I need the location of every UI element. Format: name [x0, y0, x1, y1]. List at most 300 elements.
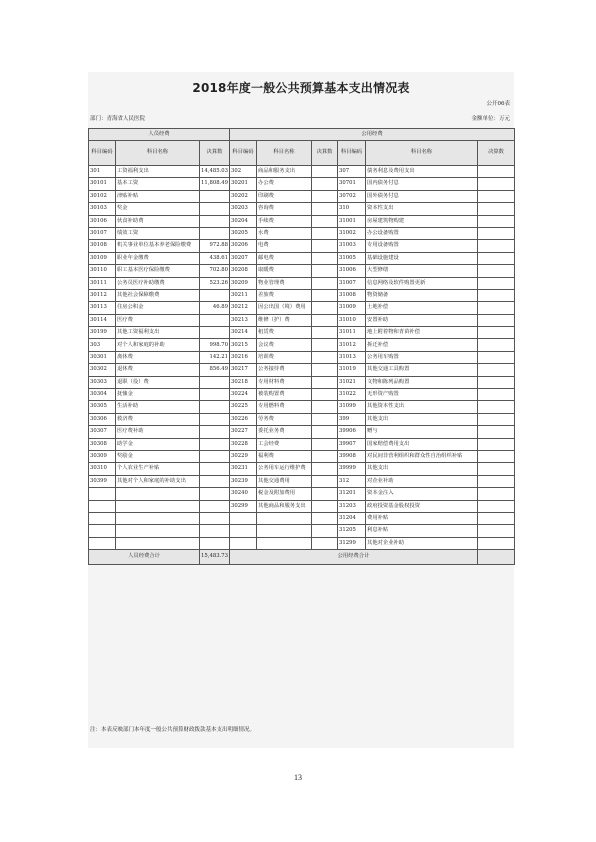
capital-amount-cell [478, 227, 515, 239]
personnel-code-cell: 30305 [89, 401, 116, 413]
capital-name-cell: 信息网络及软件购置更新 [366, 277, 478, 289]
capital-code-cell: 307 [338, 166, 366, 178]
table-note: 注：本表反映部门本年度一般公共预算财政拨款基本支出明细情况。 [90, 727, 256, 733]
table-row [89, 438, 515, 450]
personnel-code-cell: 30199 [89, 327, 116, 339]
personnel-code-cell: 30307 [89, 426, 116, 438]
goods-amount-cell [312, 512, 338, 524]
personnel-code-cell: 30309 [89, 450, 116, 462]
goods-code-cell: 30226 [230, 413, 257, 425]
table-row [89, 277, 515, 289]
goods-name-cell: 培训费 [257, 351, 312, 363]
section-personnel: 人员经费 [89, 129, 230, 141]
goods-name-cell: 专用燃料费 [257, 401, 312, 413]
goods-name-cell [257, 537, 312, 549]
personnel-name-cell [116, 525, 200, 537]
goods-amount-cell [312, 327, 338, 339]
goods-amount-cell [312, 450, 338, 462]
personnel-amount-cell [200, 376, 230, 388]
personnel-amount-cell: 856.49 [200, 364, 230, 376]
goods-amount-cell [312, 215, 338, 227]
capital-amount-cell [478, 376, 515, 388]
capital-code-cell: 31010 [338, 314, 366, 326]
capital-name-cell: 国内债务付息 [366, 178, 478, 190]
capital-amount-cell [478, 537, 515, 549]
personnel-name-cell [116, 512, 200, 524]
capital-code-cell: 31299 [338, 537, 366, 549]
goods-name-cell: 办公费 [257, 178, 312, 190]
personnel-name-cell: 工资福利支出 [116, 166, 200, 178]
personnel-code-cell [89, 537, 116, 549]
personnel-name-cell: 基本工资 [116, 178, 200, 190]
capital-code-cell: 31009 [338, 302, 366, 314]
goods-name-cell: 商品和服务支出 [257, 166, 312, 178]
capital-amount-cell [478, 525, 515, 537]
personnel-amount-cell [200, 314, 230, 326]
personnel-amount-cell [200, 500, 230, 512]
goods-amount-cell [312, 302, 338, 314]
personnel-amount-cell [200, 450, 230, 462]
personnel-name-cell: 助学金 [116, 438, 200, 450]
goods-amount-cell [312, 314, 338, 326]
personnel-code-cell [89, 512, 116, 524]
table-row [89, 227, 515, 239]
unit-label: 金额单位：万元 [471, 116, 510, 122]
capital-amount-cell [478, 512, 515, 524]
personnel-name-cell: 住房公积金 [116, 302, 200, 314]
goods-code-cell: 30212 [230, 302, 257, 314]
col-header-amount: 决算数 [478, 141, 515, 166]
goods-name-cell: 电费 [257, 240, 312, 252]
capital-amount-cell [478, 401, 515, 413]
personnel-total-label: 人员经费合计 [89, 550, 200, 565]
goods-name-cell [257, 512, 312, 524]
capital-name-cell: 文物和陈列品购置 [366, 376, 478, 388]
table-row [89, 475, 515, 487]
personnel-code-cell: 30308 [89, 438, 116, 450]
goods-code-cell: 30211 [230, 289, 257, 301]
goods-code-cell: 302 [230, 166, 257, 178]
personnel-code-cell: 30399 [89, 475, 116, 487]
personnel-code-cell: 30310 [89, 463, 116, 475]
goods-amount-cell [312, 203, 338, 215]
capital-amount-cell [478, 500, 515, 512]
table-row [89, 413, 515, 425]
goods-code-cell: 30215 [230, 339, 257, 351]
goods-code-cell: 30216 [230, 351, 257, 363]
capital-name-cell: 其他交通工具购置 [366, 364, 478, 376]
capital-amount-cell [478, 389, 515, 401]
personnel-name-cell: 医疗费 [116, 314, 200, 326]
personnel-code-cell: 30303 [89, 376, 116, 388]
goods-code-cell: 30228 [230, 438, 257, 450]
capital-amount-cell [478, 252, 515, 264]
table-row [89, 289, 515, 301]
goods-name-cell: 公务接待费 [257, 364, 312, 376]
goods-amount-cell [312, 537, 338, 549]
personnel-name-cell: 津贴补贴 [116, 190, 200, 202]
personnel-amount-cell [200, 327, 230, 339]
personnel-name-cell: 其他对个人和家庭的补助支出 [116, 475, 200, 487]
personnel-amount-cell: 972.88 [200, 240, 230, 252]
capital-amount-cell [478, 463, 515, 475]
col-header-code: 科目编码 [230, 141, 257, 166]
personnel-code-cell: 30112 [89, 289, 116, 301]
table-row [89, 537, 515, 549]
capital-name-cell: 办公设备购置 [366, 227, 478, 239]
col-header-name: 科目名称 [366, 141, 478, 166]
capital-amount-cell [478, 289, 515, 301]
capital-name-cell: 资本金注入 [366, 488, 478, 500]
goods-name-cell: 福利费 [257, 450, 312, 462]
table-row [89, 512, 515, 524]
capital-code-cell: 31099 [338, 401, 366, 413]
capital-name-cell: 拆迁补偿 [366, 339, 478, 351]
goods-code-cell: 30240 [230, 488, 257, 500]
personnel-amount-cell: 702.80 [200, 265, 230, 277]
goods-code-cell [230, 512, 257, 524]
goods-name-cell: 公务用车运行维护费 [257, 463, 312, 475]
table-row [89, 500, 515, 512]
goods-code-cell: 30227 [230, 426, 257, 438]
capital-name-cell: 房屋建筑物购建 [366, 215, 478, 227]
table-row [89, 203, 515, 215]
goods-name-cell: 因公出国（境）费用 [257, 302, 312, 314]
capital-name-cell: 国家赔偿费用支出 [366, 438, 478, 450]
personnel-code-cell: 30106 [89, 215, 116, 227]
capital-code-cell: 30702 [338, 190, 366, 202]
goods-code-cell: 30202 [230, 190, 257, 202]
goods-amount-cell [312, 500, 338, 512]
capital-amount-cell [478, 475, 515, 487]
goods-amount-cell [312, 265, 338, 277]
capital-code-cell: 31012 [338, 339, 366, 351]
goods-amount-cell [312, 389, 338, 401]
table-row [89, 314, 515, 326]
goods-amount-cell [312, 227, 338, 239]
personnel-amount-cell: 11,808.49 [200, 178, 230, 190]
capital-amount-cell [478, 203, 515, 215]
personnel-name-cell: 救济费 [116, 413, 200, 425]
table-row [89, 166, 515, 178]
goods-code-cell: 30209 [230, 277, 257, 289]
goods-amount-cell [312, 166, 338, 178]
goods-code-cell: 30218 [230, 376, 257, 388]
personnel-amount-cell: 14,485.03 [200, 166, 230, 178]
personnel-code-cell: 301 [89, 166, 116, 178]
capital-name-cell: 政府投资基金股权投资 [366, 500, 478, 512]
capital-code-cell: 31007 [338, 277, 366, 289]
personnel-amount-cell [200, 190, 230, 202]
capital-amount-cell [478, 488, 515, 500]
section-public: 公用经费 [230, 129, 515, 141]
capital-name-cell: 地上附着物和青苗补偿 [366, 327, 478, 339]
goods-code-cell [230, 525, 257, 537]
table-row [89, 450, 515, 462]
goods-code-cell: 30299 [230, 500, 257, 512]
personnel-name-cell: 对个人和家庭的补助 [116, 339, 200, 351]
department-label: 部门：青海省人民医院 [90, 116, 146, 122]
capital-code-cell: 31011 [338, 327, 366, 339]
goods-code-cell: 30217 [230, 364, 257, 376]
goods-name-cell: 其他交通费用 [257, 475, 312, 487]
capital-amount-cell [478, 240, 515, 252]
capital-amount-cell [478, 302, 515, 314]
goods-amount-cell [312, 289, 338, 301]
goods-code-cell: 30213 [230, 314, 257, 326]
personnel-amount-cell [200, 401, 230, 413]
goods-name-cell: 物业管理费 [257, 277, 312, 289]
capital-amount-cell [478, 190, 515, 202]
personnel-name-cell: 伙食补助费 [116, 215, 200, 227]
goods-amount-cell [312, 413, 338, 425]
goods-amount-cell [312, 277, 338, 289]
capital-amount-cell [478, 327, 515, 339]
goods-amount-cell [312, 240, 338, 252]
goods-amount-cell [312, 401, 338, 413]
personnel-name-cell: 退职（役）费 [116, 376, 200, 388]
goods-amount-cell [312, 376, 338, 388]
personnel-code-cell: 30108 [89, 240, 116, 252]
capital-code-cell: 31021 [338, 376, 366, 388]
personnel-amount-cell [200, 475, 230, 487]
goods-code-cell: 30231 [230, 463, 257, 475]
personnel-name-cell: 奖金 [116, 203, 200, 215]
capital-name-cell: 公务用车购置 [366, 351, 478, 363]
expenditure-table [88, 128, 515, 565]
personnel-code-cell: 30103 [89, 203, 116, 215]
table-row [89, 215, 515, 227]
table-row [89, 240, 515, 252]
personnel-name-cell: 公务员医疗补助缴费 [116, 277, 200, 289]
goods-code-cell: 30204 [230, 215, 257, 227]
capital-amount-cell [478, 178, 515, 190]
personnel-amount-cell: 523.26 [200, 277, 230, 289]
personnel-name-cell: 绩效工资 [116, 227, 200, 239]
capital-code-cell: 310 [338, 203, 366, 215]
capital-code-cell: 39908 [338, 450, 366, 462]
goods-amount-cell [312, 339, 338, 351]
capital-code-cell: 31002 [338, 227, 366, 239]
capital-code-cell: 399 [338, 413, 366, 425]
goods-code-cell: 30208 [230, 265, 257, 277]
capital-amount-cell [478, 450, 515, 462]
personnel-amount-cell [200, 438, 230, 450]
personnel-amount-cell [200, 215, 230, 227]
personnel-name-cell: 职业年金缴费 [116, 252, 200, 264]
table-row [89, 327, 515, 339]
goods-code-cell: 30207 [230, 252, 257, 264]
personnel-amount-cell: 998.70 [200, 339, 230, 351]
capital-code-cell: 312 [338, 475, 366, 487]
capital-name-cell: 对企业补助 [366, 475, 478, 487]
capital-code-cell: 31001 [338, 215, 366, 227]
capital-name-cell: 资本性支出 [366, 203, 478, 215]
capital-code-cell: 31013 [338, 351, 366, 363]
goods-name-cell: 其他商品和服务支出 [257, 500, 312, 512]
capital-name-cell: 专用设备购置 [366, 240, 478, 252]
capital-name-cell: 无形资产购置 [366, 389, 478, 401]
personnel-amount-cell [200, 227, 230, 239]
totals-row [89, 550, 515, 565]
table-row [89, 351, 515, 363]
personnel-code-cell [89, 488, 116, 500]
personnel-amount-cell [200, 289, 230, 301]
capital-amount-cell [478, 265, 515, 277]
goods-name-cell: 劳务费 [257, 413, 312, 425]
capital-amount-cell [478, 166, 515, 178]
capital-name-cell: 大型修缮 [366, 265, 478, 277]
goods-amount-cell [312, 364, 338, 376]
personnel-name-cell: 离休费 [116, 351, 200, 363]
goods-code-cell: 30239 [230, 475, 257, 487]
goods-code-cell: 30224 [230, 389, 257, 401]
goods-name-cell: 差旅费 [257, 289, 312, 301]
goods-name-cell: 水费 [257, 227, 312, 239]
personnel-amount-cell [200, 389, 230, 401]
section-header-row [89, 129, 515, 141]
personnel-code-cell: 30114 [89, 314, 116, 326]
capital-amount-cell [478, 339, 515, 351]
personnel-code-cell: 30304 [89, 389, 116, 401]
goods-name-cell [257, 525, 312, 537]
table-row [89, 302, 515, 314]
personnel-amount-cell [200, 525, 230, 537]
capital-name-cell: 基础设施建设 [366, 252, 478, 264]
capital-amount-cell [478, 438, 515, 450]
personnel-amount-cell [200, 426, 230, 438]
personnel-code-cell: 30102 [89, 190, 116, 202]
personnel-name-cell: 奖励金 [116, 450, 200, 462]
personnel-code-cell: 30113 [89, 302, 116, 314]
goods-amount-cell [312, 351, 338, 363]
capital-name-cell: 安置补助 [366, 314, 478, 326]
capital-name-cell: 国外债务付息 [366, 190, 478, 202]
table-row [89, 488, 515, 500]
goods-code-cell: 30203 [230, 203, 257, 215]
capital-code-cell: 39906 [338, 426, 366, 438]
capital-code-cell: 39999 [338, 463, 366, 475]
table-row [89, 339, 515, 351]
capital-name-cell: 物资储备 [366, 289, 478, 301]
personnel-code-cell: 30101 [89, 178, 116, 190]
capital-code-cell: 31204 [338, 512, 366, 524]
personnel-name-cell: 个人农业生产补贴 [116, 463, 200, 475]
personnel-code-cell: 30107 [89, 227, 116, 239]
goods-amount-cell [312, 252, 338, 264]
goods-name-cell: 印刷费 [257, 190, 312, 202]
goods-amount-cell [312, 463, 338, 475]
table-row [89, 190, 515, 202]
goods-name-cell: 委托业务费 [257, 426, 312, 438]
table-row [89, 389, 515, 401]
capital-amount-cell [478, 277, 515, 289]
personnel-code-cell: 30109 [89, 252, 116, 264]
goods-amount-cell [312, 488, 338, 500]
personnel-amount-cell [200, 512, 230, 524]
capital-name-cell: 利息补贴 [366, 525, 478, 537]
goods-code-cell: 30214 [230, 327, 257, 339]
capital-amount-cell [478, 426, 515, 438]
personnel-amount-cell [200, 537, 230, 549]
capital-name-cell: 其他对企业补助 [366, 537, 478, 549]
personnel-amount-cell: 142.21 [200, 351, 230, 363]
capital-name-cell: 其他支出 [366, 413, 478, 425]
capital-name-cell: 费用补贴 [366, 512, 478, 524]
personnel-name-cell [116, 500, 200, 512]
goods-code-cell [230, 537, 257, 549]
personnel-total-value: 15,483.73 [200, 550, 230, 565]
capital-name-cell: 对民间非营利组织和群众性自治组织补贴 [366, 450, 478, 462]
table-body [89, 166, 515, 550]
goods-code-cell: 30206 [230, 240, 257, 252]
col-header-code: 科目编码 [89, 141, 116, 166]
capital-name-cell: 赠与 [366, 426, 478, 438]
table-row [89, 265, 515, 277]
capital-code-cell: 31003 [338, 240, 366, 252]
goods-amount-cell [312, 426, 338, 438]
goods-name-cell: 维修（护）费 [257, 314, 312, 326]
personnel-name-cell [116, 488, 200, 500]
personnel-name-cell: 退休费 [116, 364, 200, 376]
col-header-name: 科目名称 [116, 141, 200, 166]
goods-name-cell: 手续费 [257, 215, 312, 227]
personnel-amount-cell [200, 203, 230, 215]
capital-code-cell: 39907 [338, 438, 366, 450]
capital-code-cell: 31005 [338, 252, 366, 264]
goods-amount-cell [312, 438, 338, 450]
personnel-code-cell: 30306 [89, 413, 116, 425]
capital-code-cell: 31022 [338, 389, 366, 401]
capital-code-cell: 31019 [338, 364, 366, 376]
goods-name-cell: 会议费 [257, 339, 312, 351]
goods-name-cell: 取暖费 [257, 265, 312, 277]
report-sheet [88, 72, 514, 748]
personnel-amount-cell [200, 463, 230, 475]
goods-name-cell: 咨询费 [257, 203, 312, 215]
personnel-name-cell: 其他工资福利支出 [116, 327, 200, 339]
goods-name-cell: 租赁费 [257, 327, 312, 339]
goods-amount-cell [312, 178, 338, 190]
col-header-amount: 决算数 [200, 141, 230, 166]
goods-name-cell: 被装购置费 [257, 389, 312, 401]
column-header-row [89, 141, 515, 166]
personnel-name-cell: 医疗费补助 [116, 426, 200, 438]
goods-name-cell: 专用材料费 [257, 376, 312, 388]
table-row [89, 364, 515, 376]
table-row [89, 463, 515, 475]
goods-name-cell: 邮电费 [257, 252, 312, 264]
capital-code-cell: 31008 [338, 289, 366, 301]
goods-code-cell: 30229 [230, 450, 257, 462]
goods-code-cell: 30225 [230, 401, 257, 413]
form-number: 公开06表 [486, 101, 510, 107]
table-row [89, 426, 515, 438]
capital-code-cell: 31006 [338, 265, 366, 277]
capital-code-cell: 31201 [338, 488, 366, 500]
personnel-amount-cell: 46.89 [200, 302, 230, 314]
personnel-name-cell [116, 537, 200, 549]
page-number: 13 [294, 773, 302, 782]
table-row [89, 525, 515, 537]
goods-code-cell: 30201 [230, 178, 257, 190]
personnel-amount-cell: 438.61 [200, 252, 230, 264]
public-total-label: 公用经费合计 [230, 550, 478, 565]
capital-amount-cell [478, 314, 515, 326]
table-row [89, 252, 515, 264]
capital-code-cell: 31205 [338, 525, 366, 537]
capital-amount-cell [478, 215, 515, 227]
